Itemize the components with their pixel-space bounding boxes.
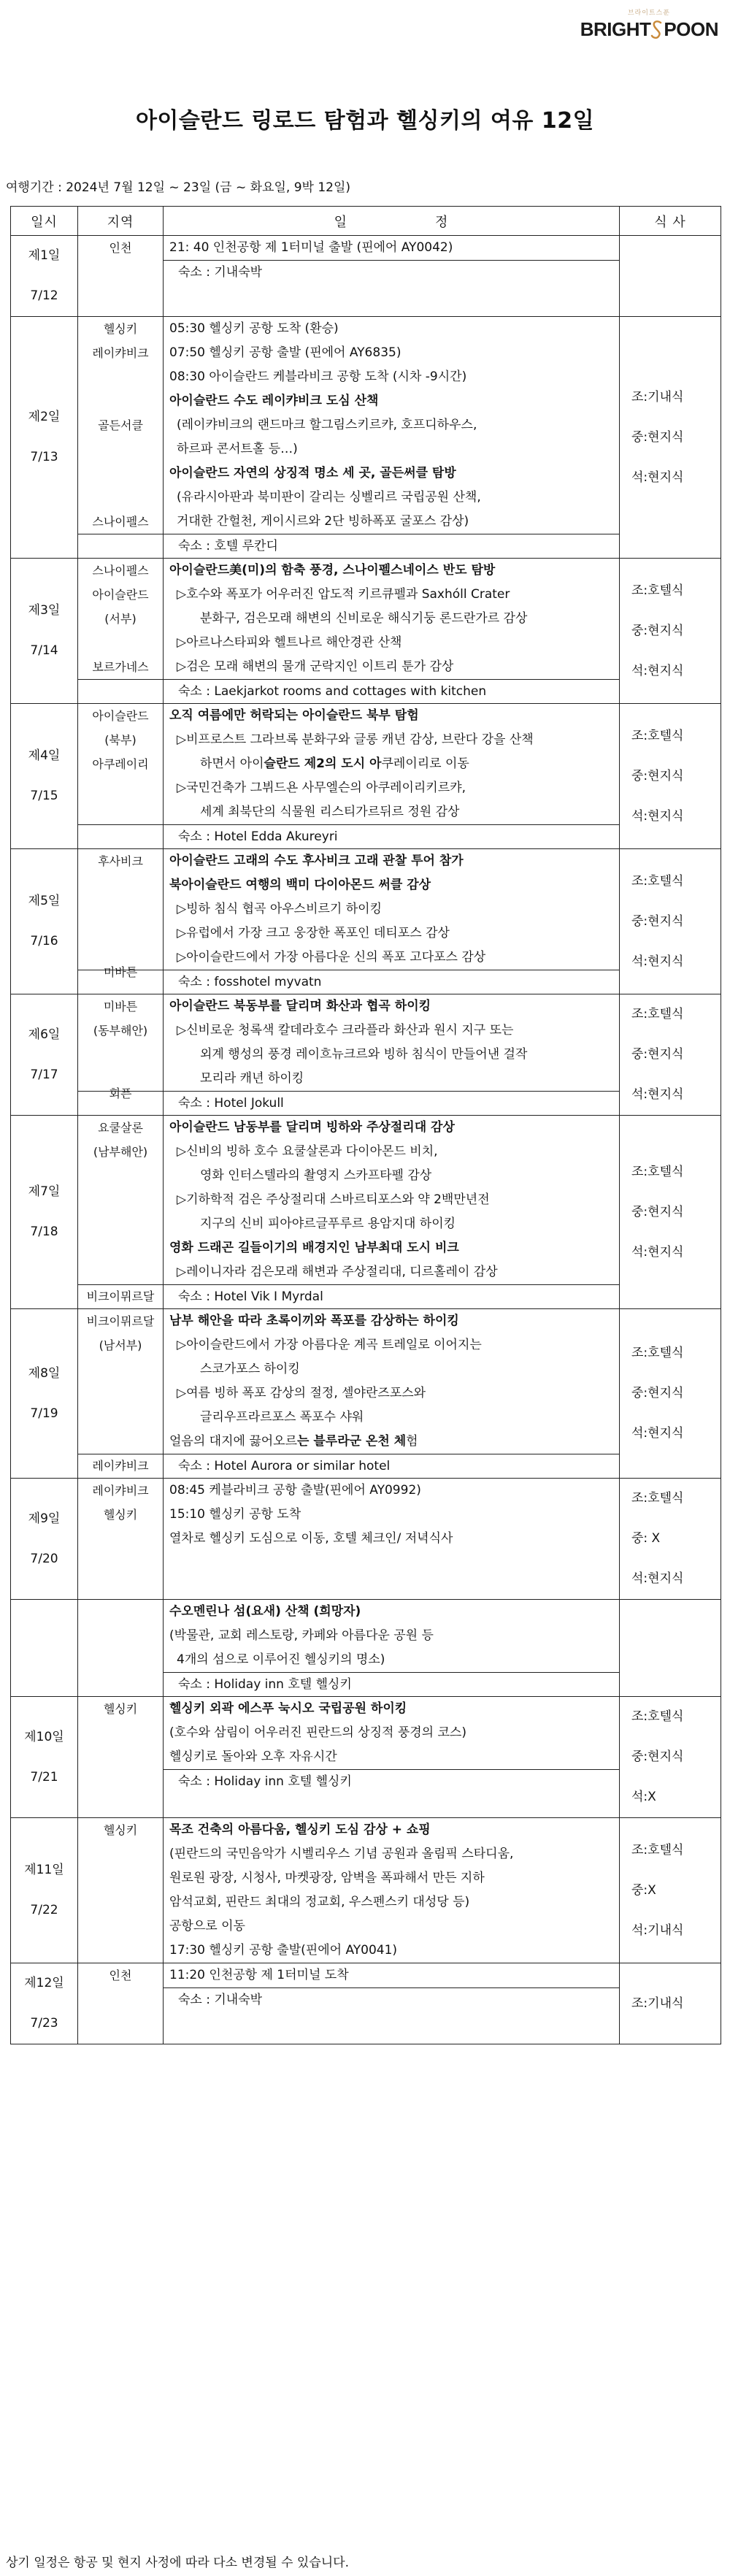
day-date: 7/19 — [30, 1406, 58, 1421]
meals-cell — [620, 236, 721, 317]
location-label: (서부) — [104, 612, 137, 626]
day-date: 7/15 — [30, 789, 58, 803]
day-cell — [11, 1963, 78, 2044]
location-label: 헬싱키 — [103, 322, 138, 336]
meal-item: 석:현지식 — [631, 808, 684, 824]
meal-item: 석:현지식 — [631, 663, 684, 678]
location-divider — [78, 679, 163, 680]
location-label: 레이캬비크 — [92, 346, 149, 360]
day-label: 제10일 — [24, 1729, 64, 1744]
meal-item: 조:호텔식 — [631, 1709, 684, 1724]
meal-item: 조:기내식 — [631, 389, 684, 405]
schedule-line: (호수와 삼림이 어우러진 핀란드의 상징적 풍경의 코스) — [169, 1725, 466, 1740]
meals-cell — [620, 1963, 721, 2044]
schedule-line: 외계 행성의 풍경 레이흐뉴크르와 빙하 침식이 만들어낸 걸작 — [200, 1047, 528, 1062]
day-label: 제3일 — [28, 603, 61, 618]
location-label: (북부) — [104, 733, 137, 747]
location-cell — [78, 994, 164, 1116]
schedule-line: 헬싱키로 돌아와 오후 자유시간 — [169, 1749, 337, 1764]
header-meals: 식 사 — [620, 207, 721, 236]
schedule-line: 지구의 신비 피아야르글푸루르 용암지대 하이킹 — [200, 1216, 456, 1231]
location-label: 회픈 — [109, 1086, 132, 1100]
accommodation-line: 숙소 : Laekjarkot rooms and cottages with kitchen — [164, 679, 619, 703]
day-date: 7/20 — [30, 1551, 58, 1566]
location-cell — [78, 1818, 164, 1963]
schedule-cell — [164, 1479, 620, 1600]
footnote: 상기 일정은 항공 및 현지 사정에 따라 다소 변경될 수 있습니다. — [6, 2556, 349, 2570]
accommodation-line: 숙소 : 기내숙박 — [164, 260, 619, 284]
accommodation-line: 숙소 : Hotel Edda Akureyri — [164, 824, 619, 848]
schedule-line-part: 하면서 아이 — [200, 756, 264, 771]
meals-cell — [620, 1309, 721, 1479]
schedule-line: 남부 해안을 따라 초록이끼와 폭포를 감상하는 하이킹 — [169, 1314, 459, 1328]
location-label: 아이슬란드 — [92, 709, 149, 723]
schedule-line: (유라시아판과 북미판이 갈리는 싱벨리르 국립공원 산책, — [177, 490, 481, 505]
header-schedule-a: 일 — [334, 214, 347, 230]
accommodation-line: 숙소 : Holiday inn 호텔 헬싱키 — [164, 1672, 619, 1696]
meal-item: 중:현지식 — [631, 1386, 684, 1400]
day-label: 제5일 — [28, 894, 61, 908]
location-label: (남부해안) — [93, 1145, 148, 1159]
schedule-line: 아이슬란드 고래의 수도 후사비크 고래 관찰 투어 참가 — [169, 854, 464, 868]
schedule-line: 4개의 섬으로 이루어진 헬싱키의 명소) — [177, 1652, 385, 1667]
meal-item: 조:호텔식 — [631, 1007, 684, 1021]
header-location: 지역 — [78, 207, 164, 236]
schedule-line: 거대한 간헐천, 게이시르와 2단 빙하폭포 굴포스 감상) — [177, 514, 469, 529]
meals-cell — [620, 1479, 721, 1600]
schedule-line: ▷아이슬란드에서 가장 아름다운 신의 폭포 고다포스 감상 — [177, 950, 486, 965]
location-label: 미바튼 — [103, 1000, 138, 1013]
schedule-line: 아이슬란드 남동부를 달리며 빙하와 주상절리대 감상 — [169, 1120, 455, 1135]
location-label: 스나이펠스 — [92, 564, 149, 578]
schedule-line: ▷호수와 폭포가 어우러진 압도적 키르큐펠과 Saxhóll Crater — [177, 587, 510, 602]
schedule-line: 08:30 아이슬란드 케블라비크 공항 도착 (시차 -9시간) — [169, 369, 467, 384]
meal-item: 중:현지식 — [631, 913, 684, 929]
day-date: 7/23 — [30, 2016, 58, 2031]
meal-item: 중:X — [631, 1882, 656, 1898]
schedule-line — [169, 1430, 613, 1454]
page-title: 아이슬란드 링로드 탐험과 헬싱키의 여유 12일 — [135, 108, 595, 134]
meal-item: 중: X — [631, 1531, 661, 1546]
location-cell — [78, 704, 164, 849]
schedule-line: 목조 건축의 아름다움, 헬싱키 도심 감상 + 쇼핑 — [169, 1822, 431, 1837]
day-date: 7/16 — [30, 934, 58, 948]
schedule-line: 15:10 헬싱키 공항 도착 — [169, 1507, 301, 1522]
meal-item: 중:현지식 — [631, 623, 684, 638]
location-divider — [78, 1091, 163, 1092]
travel-period: 여행기간 : 2024년 7월 12일 ~ 23일 (금 ~ 화요일, 9박 12일) — [6, 180, 351, 195]
schedule-line: 21: 40 인천공항 제 1터미널 출발 (핀에어 AY0042) — [169, 240, 453, 255]
schedule-line: ▷국민건축가 그뷔드욘 사무엘슨의 아쿠레이리키르캬, — [177, 781, 466, 795]
schedule-line-part: 슬란드 제2의 도시 아 — [264, 756, 382, 771]
logo-word-left: BRIGHT — [580, 18, 651, 40]
meal-item: 석:현지식 — [631, 469, 684, 485]
day-label: 제8일 — [28, 1365, 61, 1381]
location-cell — [78, 317, 164, 559]
itinerary-row — [11, 1600, 721, 1697]
meal-item: 중:현지식 — [631, 429, 684, 445]
location-divider — [78, 1284, 163, 1285]
day-cell — [11, 1600, 78, 1697]
day-date: 7/17 — [30, 1067, 58, 1082]
location-label: 레이캬비크 — [92, 1484, 149, 1498]
accommodation-line: 숙소 : 기내숙박 — [164, 1987, 619, 2012]
meal-item: 석:현지식 — [631, 1426, 684, 1441]
schedule-line: 11:20 인천공항 제 1터미널 도착 — [169, 1968, 349, 1982]
accommodation-line: 숙소 : Holiday inn 호텔 헬싱키 — [164, 1769, 619, 1793]
itinerary-row — [11, 559, 721, 704]
location-cell — [78, 1697, 164, 1818]
meal-item: 중:현지식 — [631, 1749, 684, 1764]
schedule-line: ▷빙하 침식 협곡 아우스비르기 하이킹 — [177, 902, 383, 916]
day-cell — [11, 236, 78, 317]
schedule-cell — [164, 994, 620, 1116]
schedule-line — [169, 752, 613, 776]
accommodation-line: 숙소 : Hotel Vik I Myrdal — [164, 1284, 619, 1308]
location-label: 요쿨살론 — [98, 1121, 143, 1135]
logo-tagline: 브라이트스푼 — [627, 9, 670, 17]
day-date: 7/22 — [30, 1903, 58, 1917]
itinerary-row — [11, 1116, 721, 1309]
location-cell — [78, 559, 164, 704]
day-label: 제11일 — [24, 1863, 64, 1877]
schedule-cell — [164, 849, 620, 994]
accommodation-line: 숙소 : 호텔 루칸디 — [164, 534, 619, 558]
itinerary-row — [11, 1697, 721, 1818]
schedule-line: ▷신비의 빙하 호수 요쿨살론과 다이아몬드 비치, — [177, 1144, 438, 1159]
meal-item: 석:현지식 — [631, 1087, 684, 1102]
day-cell — [11, 317, 78, 559]
schedule-line: ▷여름 빙하 폭포 감상의 절정, 셀야란즈포스와 — [177, 1386, 426, 1400]
logo-word-right: POON — [664, 18, 718, 40]
itinerary-row — [11, 236, 721, 317]
schedule-line: 하르파 콘서트홀 등…) — [177, 442, 298, 456]
itinerary-row — [11, 1479, 721, 1600]
schedule-cell — [164, 1963, 620, 2044]
location-label: 비크이뮈르달 — [86, 1314, 155, 1328]
schedule-line: 아이슬란드 북동부를 달리며 화산과 협곡 하이킹 — [169, 999, 431, 1013]
schedule-line: 아이슬란드 자연의 상징적 명소 세 곳, 골든써클 탐방 — [169, 466, 456, 480]
meal-item: 조:호텔식 — [631, 583, 684, 598]
meal-item: 중:현지식 — [631, 1204, 684, 1219]
accommodation-line: 숙소 : Hotel Aurora or similar hotel — [164, 1454, 619, 1478]
meal-item: 조:호텔식 — [631, 1346, 684, 1360]
schedule-line: 분화구, 검은모래 해변의 신비로운 해식기둥 론드란가르 감상 — [200, 611, 528, 626]
location-label: 헬싱키 — [103, 1702, 138, 1716]
day-date: 7/21 — [30, 1769, 58, 1785]
meal-item: 조:호텔식 — [631, 873, 684, 889]
schedule-line: ▷검은 모래 해변의 물개 군락지인 이트리 툰가 감상 — [177, 659, 454, 674]
day-cell — [11, 1309, 78, 1479]
schedule-line: ▷신비로운 청록색 칼데라호수 크라플라 화산과 원시 지구 또는 — [177, 1023, 514, 1038]
day-cell — [11, 849, 78, 994]
header-schedule-b: 정 — [435, 214, 449, 230]
meal-item: 조:기내식 — [631, 1996, 684, 2011]
location-label: 골든서클 — [98, 418, 143, 432]
schedule-line: ▷아이슬란드에서 가장 아름다운 계곡 트레일로 이어지는 — [177, 1338, 482, 1352]
header-schedule — [164, 207, 620, 236]
location-cell — [78, 849, 164, 994]
schedule-cell — [164, 1600, 620, 1697]
schedule-line: 열차로 헬싱키 도심으로 이동, 호텔 체크인/ 저녁식사 — [169, 1531, 453, 1546]
schedule-line: 스코가포스 하이킹 — [200, 1362, 300, 1376]
day-date: 7/18 — [30, 1224, 58, 1239]
meals-cell — [620, 704, 721, 849]
meal-item: 석:X — [631, 1790, 656, 1804]
location-label: 아쿠레이리 — [92, 757, 149, 771]
accommodation-line: 숙소 : fosshotel myvatn — [164, 970, 619, 994]
meals-cell — [620, 1116, 721, 1309]
itinerary-table — [10, 206, 721, 2044]
schedule-line: 17:30 헬싱키 공항 출발(핀에어 AY0041) — [169, 1943, 398, 1958]
meal-item: 석:기내식 — [631, 1923, 684, 1938]
meals-cell — [620, 1600, 721, 1697]
meals-cell — [620, 1697, 721, 1818]
itinerary-row — [11, 1309, 721, 1479]
location-cell — [78, 1479, 164, 1600]
location-label: 비크이뮈르달 — [86, 1289, 155, 1303]
schedule-line: 북아이슬란드 여행의 백미 다이아몬드 써클 감상 — [169, 878, 431, 892]
itinerary-row — [11, 704, 721, 849]
location-cell — [78, 236, 164, 317]
meals-cell — [620, 849, 721, 994]
day-date: 7/13 — [30, 450, 58, 464]
schedule-cell — [164, 236, 620, 317]
logo-wordmark — [580, 18, 718, 40]
day-cell — [11, 1697, 78, 1818]
day-label: 제2일 — [28, 410, 61, 424]
itinerary-body — [11, 236, 721, 2044]
day-cell — [11, 559, 78, 704]
schedule-line: 모리라 캐년 하이킹 — [200, 1071, 304, 1086]
schedule-line: ▷레이니자라 검은모래 해변과 주상절리대, 디르홀레이 감상 — [177, 1265, 498, 1279]
location-label: 헬싱키 — [103, 1823, 138, 1837]
day-cell — [11, 1116, 78, 1309]
schedule-line-part: 쿠레이리로 이동 — [381, 756, 469, 771]
location-cell — [78, 1309, 164, 1479]
schedule-cell — [164, 559, 620, 704]
meal-item: 석:현지식 — [631, 1244, 684, 1260]
day-label: 제6일 — [28, 1027, 61, 1042]
day-label: 제7일 — [28, 1184, 61, 1199]
location-label: 인천 — [109, 1969, 132, 1982]
schedule-line-part: 는 블루라군 온천 체 — [297, 1434, 407, 1449]
day-cell — [11, 1479, 78, 1600]
schedule-cell — [164, 704, 620, 849]
day-label: 제4일 — [28, 748, 61, 763]
location-label: 레이캬비크 — [92, 1459, 149, 1473]
schedule-line: ▷비프로스트 그라브록 분화구와 글롱 캐년 감상, 브란다 강을 산책 — [177, 732, 534, 747]
meals-cell — [620, 559, 721, 704]
schedule-line: 헬싱키 외곽 에스푸 눅시오 국립공원 하이킹 — [169, 1701, 407, 1716]
schedule-cell — [164, 317, 620, 559]
day-label: 제1일 — [28, 248, 61, 263]
location-label: 헬싱키 — [103, 1508, 138, 1522]
meal-item: 조:호텔식 — [631, 728, 684, 743]
location-label: 미바튼 — [103, 965, 138, 979]
location-label: (남서부) — [99, 1338, 142, 1352]
day-cell — [11, 1818, 78, 1963]
meals-cell — [620, 317, 721, 559]
itinerary-row — [11, 317, 721, 559]
schedule-line: 영화 드래곤 길들이기의 배경지인 남부최대 도시 비크 — [169, 1241, 459, 1255]
header-day: 일시 — [11, 207, 78, 236]
schedule-line: 영화 인터스텔라의 촬영지 스카프타펠 감상 — [200, 1168, 432, 1183]
meal-item: 석:현지식 — [631, 954, 684, 969]
schedule-line: (레이캬비크의 랜드마크 할그림스키르캬, 호프디하우스, — [177, 418, 477, 432]
schedule-line: ▷아르나스타피와 헬트나르 해안경관 산책 — [177, 635, 402, 650]
schedule-line: ▷기하학적 검은 주상절리대 스바르티포스와 약 2백만년전 — [177, 1192, 490, 1207]
schedule-line: ▷유럽에서 가장 크고 웅장한 폭포인 데티포스 감상 — [177, 926, 450, 940]
location-label: 보르가네스 — [92, 660, 149, 674]
meal-item: 조:호텔식 — [631, 1842, 684, 1858]
location-cell — [78, 1116, 164, 1309]
meals-cell — [620, 1818, 721, 1963]
meal-item: 석:현지식 — [631, 1571, 684, 1586]
schedule-line: 공항으로 이동 — [169, 1919, 245, 1933]
schedule-cell — [164, 1818, 620, 1963]
day-date: 7/12 — [30, 288, 58, 303]
meal-item: 조:호텔식 — [631, 1164, 684, 1179]
meal-item: 조:호텔식 — [631, 1491, 684, 1506]
header-row — [11, 207, 721, 236]
day-label: 제9일 — [28, 1511, 61, 1526]
schedule-line: 08:45 케블라비크 공항 출발(핀에어 AY0992) — [169, 1483, 421, 1498]
itinerary-row — [11, 849, 721, 994]
schedule-cell — [164, 1697, 620, 1818]
location-label: 스나이펠스 — [92, 515, 149, 529]
brand-logo — [580, 4, 718, 51]
meals-cell — [620, 994, 721, 1116]
day-date: 7/14 — [30, 643, 58, 658]
schedule-line: 아이슬란드美(미)의 함축 풍경, 스나이펠스네이스 반도 탐방 — [169, 563, 496, 578]
accommodation-line: 숙소 : Hotel Jokull — [164, 1091, 619, 1115]
schedule-line: (핀란드의 국민음악가 시벨리우스 기념 공원과 올림픽 스타디움, — [169, 1847, 514, 1861]
location-label: 아이슬란드 — [92, 588, 149, 602]
itinerary-row — [11, 1818, 721, 1963]
location-divider — [78, 824, 163, 825]
schedule-line: 07:50 헬싱키 공항 출발 (핀에어 AY6835) — [169, 345, 402, 360]
location-label: 인천 — [109, 241, 132, 255]
day-cell — [11, 704, 78, 849]
schedule-cell — [164, 1309, 620, 1479]
schedule-line-part: 얼음의 대지에 끓어오르 — [169, 1434, 298, 1449]
schedule-cell — [164, 1116, 620, 1309]
spoon-s-icon — [650, 20, 664, 39]
schedule-line: (박물관, 교회 레스토랑, 카페와 아름다운 공원 등 — [169, 1628, 434, 1643]
day-cell — [11, 994, 78, 1116]
meal-item: 중:현지식 — [631, 1047, 684, 1062]
schedule-line: 글리우프라르포스 폭포수 샤워 — [200, 1410, 364, 1425]
location-cell — [78, 1600, 164, 1697]
schedule-line: 오직 여름에만 허락되는 아이슬란드 북부 탐험 — [169, 708, 419, 723]
location-label: (동부해안) — [93, 1024, 148, 1038]
schedule-line: 암석교회, 핀란드 최대의 정교회, 우스펜스키 대성당 등) — [169, 1895, 470, 1909]
location-label: 후사비크 — [98, 854, 143, 868]
schedule-line-part: 험 — [406, 1434, 418, 1449]
location-cell — [78, 1963, 164, 2044]
itinerary-row — [11, 1963, 721, 2044]
schedule-line: 05:30 헬싱키 공항 도착 (환승) — [169, 321, 339, 336]
day-label: 제12일 — [24, 1976, 64, 1990]
schedule-line: 아이슬란드 수도 레이캬비크 도심 산책 — [169, 394, 379, 408]
schedule-line: 수오멘린나 섬(요새) 산책 (희망자) — [169, 1604, 361, 1619]
meal-item: 중:현지식 — [631, 768, 684, 783]
itinerary-row — [11, 994, 721, 1116]
schedule-line: 원로원 광장, 시청사, 마켓광장, 암벽을 폭파해서 만든 지하 — [169, 1871, 485, 1885]
schedule-line: 세계 최북단의 식물원 리스티가르뒤르 정원 감상 — [200, 805, 460, 819]
